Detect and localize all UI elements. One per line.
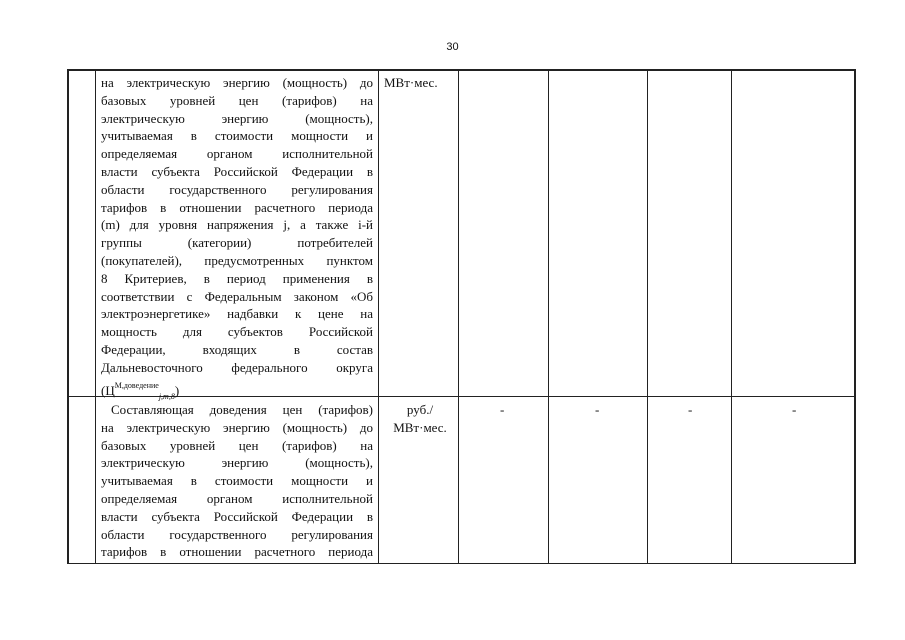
- column-divider: [731, 69, 732, 564]
- text-line: электрическую энергию (мощность),: [101, 455, 373, 471]
- text-line: области государственного регулирования: [101, 526, 373, 542]
- row2-value-2: -: [595, 402, 600, 417]
- text-line: учитываемая в стоимости мощности и: [101, 128, 373, 144]
- text-line: 8 Критериев, в период применения в: [101, 270, 373, 286]
- text-line: базовых уровней цен (тарифов) на: [101, 437, 373, 453]
- text-line: базовых уровней цен (тарифов) на: [101, 92, 373, 108]
- column-divider: [647, 69, 648, 564]
- row2-description: [101, 401, 373, 561]
- formula-subscript: j,m,8: [158, 391, 175, 401]
- text-line: определяемая органом исполнительной: [101, 490, 373, 506]
- row2-value-4: -: [792, 402, 797, 417]
- text-line: (покупателей), предусмотренных пунктом: [101, 252, 373, 268]
- text-line: определяемая органом исполнительной: [101, 146, 373, 162]
- formula-open: (Ц: [101, 382, 115, 398]
- table-bottom-border: [67, 563, 855, 564]
- text-line: власти субъекта Российской Федерации в: [101, 163, 373, 179]
- text-line: тарифов в отношении расчетного периода: [101, 544, 373, 560]
- text-line: на электрическую энергию (мощность) до: [101, 419, 373, 435]
- formula-close: ): [174, 382, 180, 398]
- text-line: электроэнергетике» надбавки к цене на: [101, 306, 373, 322]
- page-number: 30: [446, 41, 459, 53]
- row2-unit: [384, 401, 456, 437]
- text-line: учитываемая в стоимости мощности и: [101, 473, 373, 489]
- column-divider: [378, 69, 379, 564]
- row1-unit: МВт·мес.: [384, 75, 438, 90]
- text-line: власти субъекта Российской Федерации в: [101, 508, 373, 524]
- unit-line: руб./: [406, 402, 434, 417]
- text-line: соответствии с Федеральным законом «Об: [101, 288, 373, 304]
- text-line: тарифов в отношении расчетного периода: [101, 199, 373, 215]
- text-line: мощность для субъектов Российской: [101, 324, 373, 340]
- unit-line: МВт·мес.: [393, 419, 447, 435]
- formula-superscript: М,доведение: [114, 380, 159, 390]
- text-line: электрическую энергию (мощность),: [101, 110, 373, 126]
- text-line: группы (категории) потребителей: [101, 235, 373, 251]
- column-divider: [458, 69, 459, 564]
- text-line: Составляющая доведения цен (тарифов): [111, 402, 373, 417]
- text-line: на электрическую энергию (мощность) до: [101, 75, 373, 90]
- text-line: области государственного регулирования: [101, 181, 373, 197]
- column-divider: [548, 69, 549, 564]
- row1-description: [101, 74, 373, 405]
- row2-value-3: -: [688, 402, 693, 417]
- table-left-border: [67, 69, 69, 564]
- row2-value-1: -: [500, 402, 505, 417]
- column-divider: [95, 69, 96, 564]
- text-line: (m) для уровня напряжения j, а также i-й: [101, 217, 373, 233]
- text-line: Федерации, входящих в состав: [101, 341, 373, 357]
- table-right-border: [854, 69, 856, 564]
- table-top-border: [67, 69, 855, 71]
- text-line: Дальневосточного федерального округа: [101, 359, 373, 375]
